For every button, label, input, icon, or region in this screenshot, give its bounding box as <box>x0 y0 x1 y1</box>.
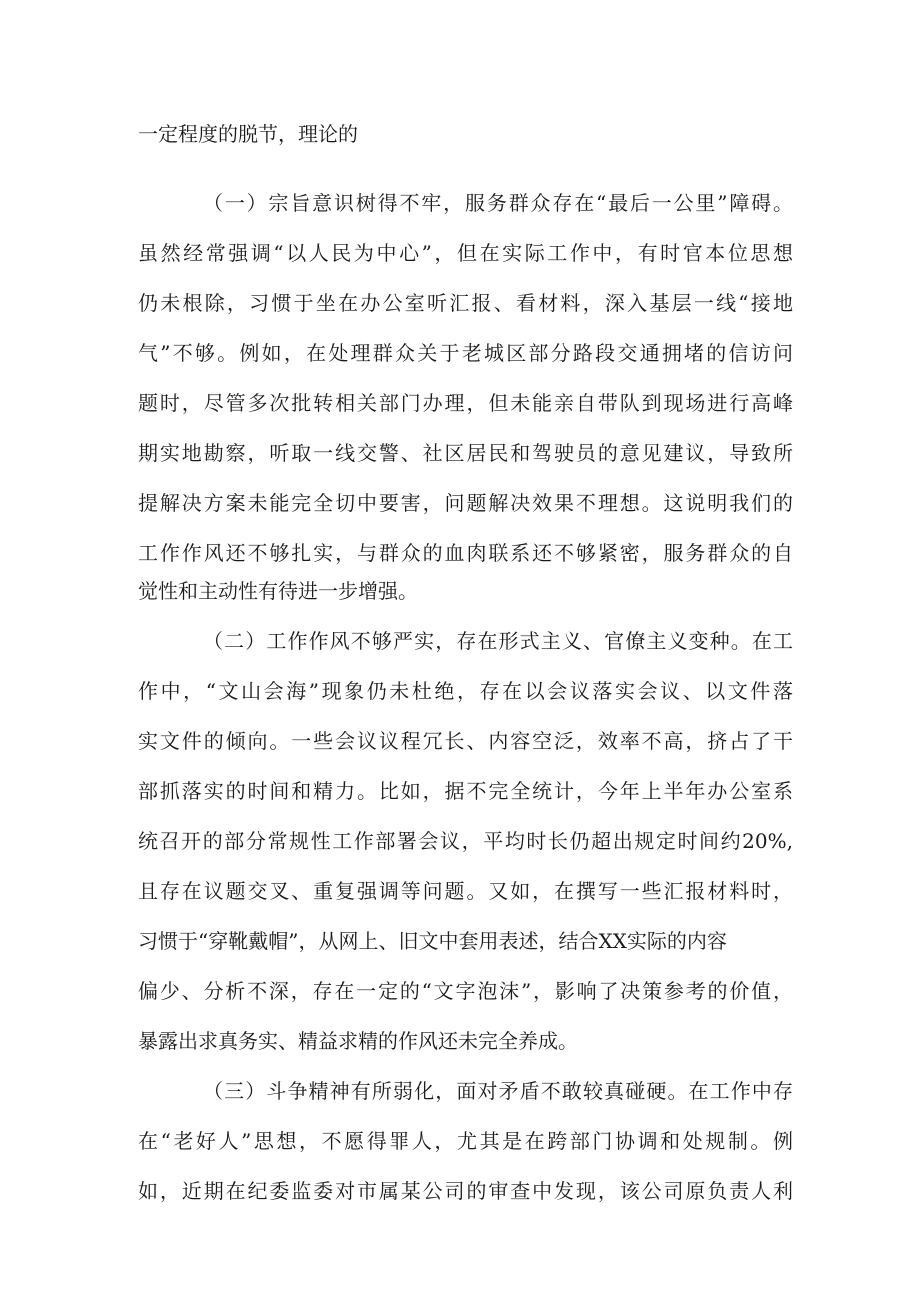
section1-line: 提解决方案未能完全切中要害，问题解决效果不理想。这说明我们的 <box>138 491 793 515</box>
section2-line: 且存在议题交叉、重复强调等问题。又如，在撰写一些汇报材料时， <box>138 879 793 903</box>
section2-line: 作中，“文山会海”现象仍未杜绝，存在以会议落实会议、以文件落 <box>138 679 793 703</box>
fragment-line: 一定程度的脱节，理论的 <box>138 122 358 146</box>
section1-heading-line: （一）宗旨意识树得不牢，服务群众存在“最后一公里”障碍。 <box>203 191 793 215</box>
section1-line: 虽然经常强调“以人民为中心”，但在实际工作中，有时官本位思想 <box>138 241 793 265</box>
section3-line: 如，近期在纪委监委对市属某公司的审查中发现，该公司原负责人利 <box>138 1179 793 1203</box>
section3-line: 在“老好人”思想，不愿得罪人，尤其是在跨部门协调和处规制。例 <box>138 1129 793 1153</box>
section1-line: 觉性和主动性有待进一步增强。 <box>138 579 418 603</box>
section2-line: 暴露出求真务实、精益求精的作风还未完全养成。 <box>138 1029 578 1053</box>
section1-line: 题时，尽管多次批转相关部门办理，但未能亲自带队到现场进行高峰 <box>138 391 793 415</box>
section2-line: 部抓落实的时间和精力。比如，据不完全统计，今年上半年办公室系 <box>138 779 793 803</box>
section3-heading-line: （三）斗争精神有所弱化，面对矛盾不敢较真碰硬。在工作中存 <box>203 1079 793 1103</box>
section1-line: 仍未根除，习惯于坐在办公室听汇报、看材料，深入基层一线“接地 <box>138 291 793 315</box>
section2-line: 统召开的部分常规性工作部署会议，平均时长仍超出规定时间约20%, <box>138 829 793 853</box>
section2-line: 实文件的倾向。一些会议议程冗长、内容空泛，效率不高，挤占了干 <box>138 729 793 753</box>
section2-heading-line: （二）工作作风不够严实，存在形式主义、官僚主义变种。在工 <box>203 629 793 653</box>
section1-line: 工作作风还不够扎实，与群众的血肉联系还不够紧密，服务群众的自 <box>138 541 793 565</box>
section1-line: 期实地勘察，听取一线交警、社区居民和驾驶员的意见建议，导致所 <box>138 441 793 465</box>
section1-line: 气”不够。例如，在处理群众关于老城区部分路段交通拥堵的信访问 <box>138 341 793 365</box>
section2-line: 习惯于“穿靴戴帽”，从网上、旧文中套用表述，结合XX实际的内容 <box>138 929 727 953</box>
section2-line: 偏少、分析不深，存在一定的“文字泡沫”，影响了决策参考的价值， <box>138 979 793 1003</box>
